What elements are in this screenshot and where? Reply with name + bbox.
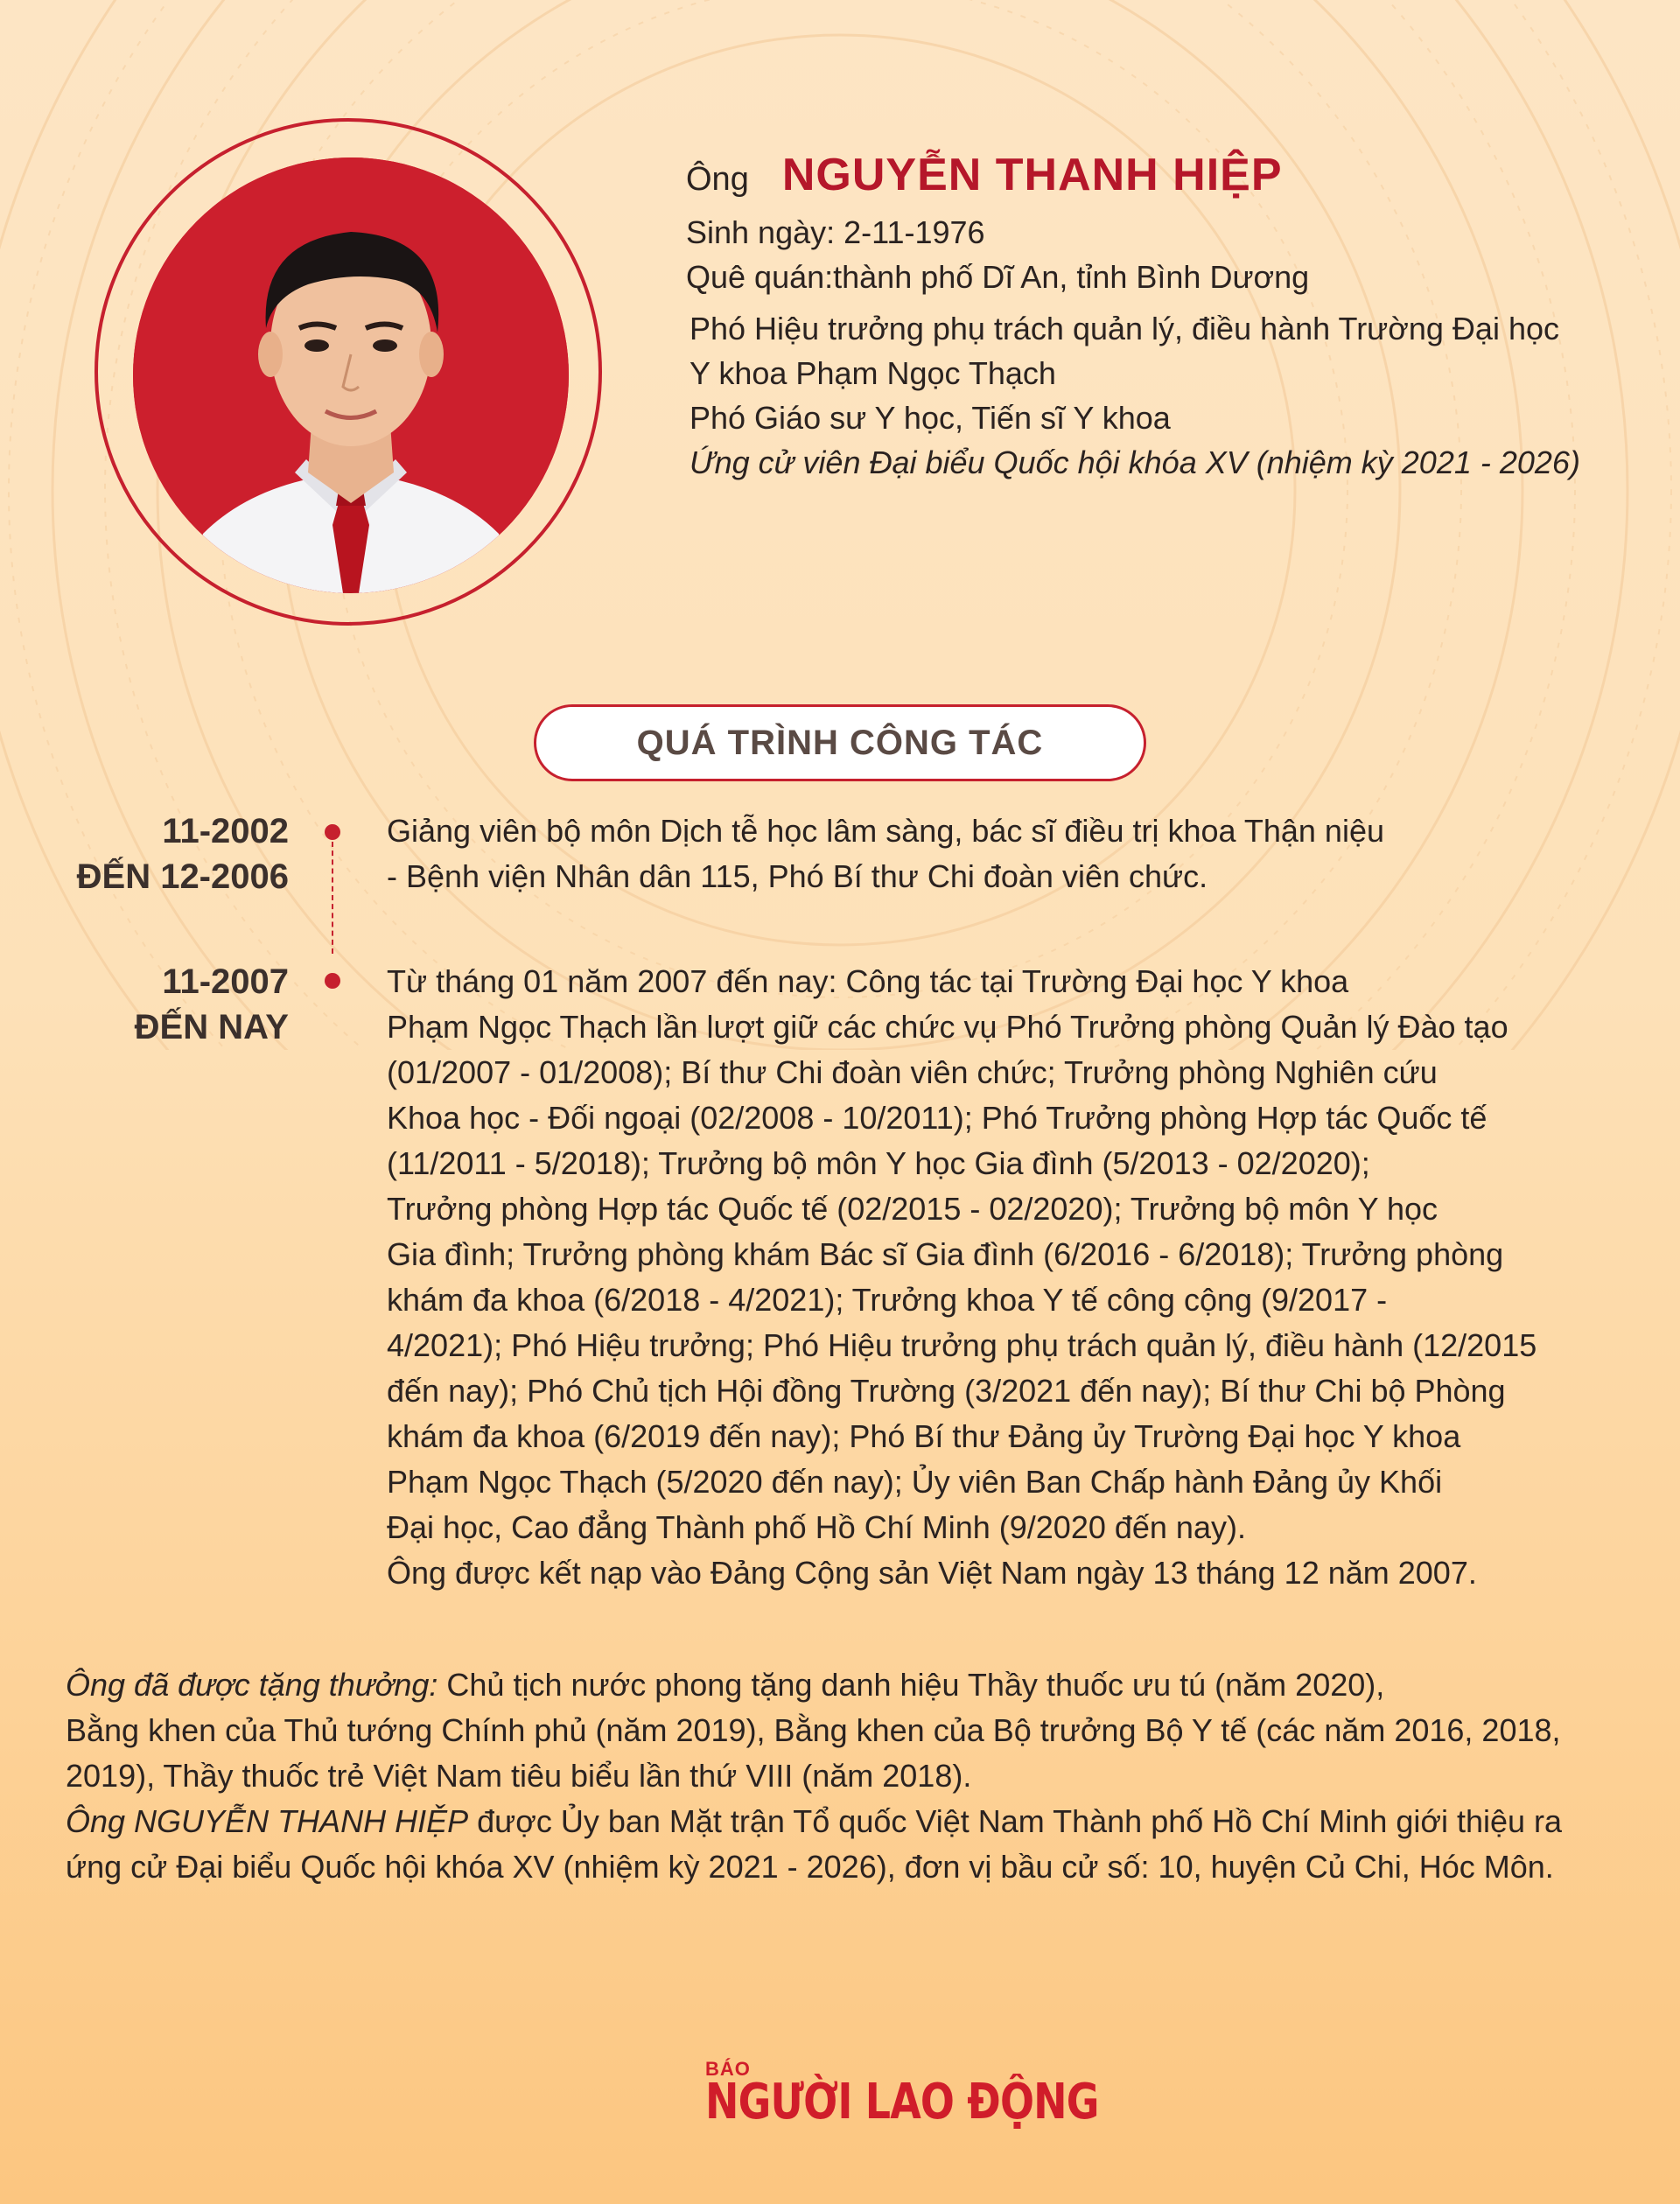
timeline-entry-2-line: Từ tháng 01 năm 2007 đến nay: Công tác tại Trường Đại học Y khoa [387, 963, 1349, 999]
awards-lead: Ông đã được tặng thưởng: [66, 1667, 438, 1703]
nomination-text: được Ủy ban Mặt trận Tổ quốc Việt Nam Thành phố Hồ Chí Minh giới thiệu ra [468, 1803, 1563, 1839]
academic-degree: Phó Giáo sư Y học, Tiến sĩ Y khoa [690, 400, 1171, 436]
timeline-date-2-start: 11-2007 [162, 962, 289, 1001]
newspaper-logo [705, 2058, 1099, 2131]
timeline-entry-2-line: Khoa học - Đối ngoại (02/2008 - 10/2011); Phó Trưởng phòng Hợp tác Quốc tế [387, 1100, 1488, 1136]
timeline-dot-2 [325, 973, 340, 989]
timeline-entry-2-line: Trưởng phòng Hợp tác Quốc tế (02/2015 - 02/2020); Trưởng bộ môn Y học [387, 1191, 1438, 1227]
timeline-entry-2-line: khám đa khoa (6/2019 đến nay); Phó Bí thư Đảng ủy Trường Đại học Y khoa [387, 1418, 1461, 1454]
profile-info [686, 149, 1648, 485]
timeline-entry-1-line: Giảng viên bộ môn Dịch tễ học lâm sàng, bác sĩ điều trị khoa Thận niệu [387, 813, 1384, 849]
timeline-entry-2-line: Phạm Ngọc Thạch lần lượt giữ các chức vụ Phó Trưởng phòng Quản lý Đào tạo [387, 1009, 1508, 1045]
position-line-2: Y khoa Phạm Ngọc Thạch [690, 355, 1056, 391]
portrait-photo [133, 157, 569, 593]
honorific: Ông [686, 161, 749, 198]
timeline-entry-1 [387, 808, 1629, 899]
timeline-date-2 [135, 959, 289, 1050]
hometown: Quê quán:thành phố Dĩ An, tỉnh Bình Dương [686, 259, 1310, 295]
candidacy: Ứng cử viên Đại biểu Quốc hội khóa XV (nhiệm kỳ 2021 - 2026) [690, 444, 1580, 480]
timeline-entry-2-line: Phạm Ngọc Thạch (5/2020 đến nay); Ủy viên Ban Chấp hành Đảng ủy Khối [387, 1464, 1443, 1500]
timeline-date-1-end: ĐẾN 12-2006 [76, 857, 289, 896]
awards-line: Bằng khen của Thủ tướng Chính phủ (năm 2019), Bằng khen của Bộ trưởng Bộ Y tế (các năm 2016, 2018, [66, 1712, 1561, 1748]
awards-paragraph [66, 1662, 1641, 1890]
timeline-connector [332, 842, 333, 954]
nomination-name: Ông NGUYỄN THANH HIỆP [66, 1803, 469, 1839]
logo-small-text: BÁO [705, 2058, 751, 2080]
nomination-line: ứng cử Đại biểu Quốc hội khóa XV (nhiệm kỳ 2021 - 2026), đơn vị bầu cử số: 10, huyện Củ Chi, Hóc Môn. [66, 1849, 1554, 1885]
timeline-entry-2 [387, 959, 1629, 1596]
timeline-entry-1-line: - Bệnh viện Nhân dân 115, Phó Bí thư Chi đoàn viên chức. [387, 858, 1208, 894]
timeline-dot-1 [325, 824, 340, 840]
awards-text: Chủ tịch nước phong tặng danh hiệu Thầy thuốc ưu tú (năm 2020), [438, 1667, 1385, 1703]
timeline-entry-2-line: (01/2007 - 01/2008); Bí thư Chi đoàn viên chức; Trưởng phòng Nghiên cứu [387, 1054, 1438, 1090]
section-title: QUÁ TRÌNH CÔNG TÁC [636, 723, 1044, 762]
awards-line [66, 1662, 1641, 1708]
awards-line: 2019), Thầy thuốc trẻ Việt Nam tiêu biểu lần thứ VIII (năm 2018). [66, 1758, 972, 1794]
person-portrait-icon [133, 157, 569, 593]
timeline-entry-2-line: đến nay); Phó Chủ tịch Hội đồng Trường (3/2021 đến nay); Bí thư Chi bộ Phòng [387, 1373, 1506, 1409]
timeline-entry-2-line: 4/2021); Phó Hiệu trưởng; Phó Hiệu trưởng phụ trách quản lý, điều hành (12/2015 [387, 1327, 1537, 1363]
section-title-pill [534, 704, 1146, 781]
timeline-date-2-end: ĐẾN NAY [134, 1008, 289, 1046]
nomination-line [66, 1799, 1641, 1844]
timeline-entry-2-line: (11/2011 - 5/2018); Trưởng bộ môn Y học Gia đình (5/2013 - 02/2020); [387, 1145, 1370, 1181]
birth-date: Sinh ngày: 2-11-1976 [686, 214, 985, 250]
position-line-1: Phó Hiệu trưởng phụ trách quản lý, điều hành Trường Đại học [690, 311, 1559, 346]
timeline-entry-2-line: Đại học, Cao đẳng Thành phố Hồ Chí Minh (9/2020 đến nay). [387, 1509, 1246, 1545]
timeline-entry-2-line: Gia đình; Trưởng phòng khám Bác sĩ Gia đình (6/2016 - 6/2018); Trưởng phòng [387, 1236, 1504, 1272]
timeline-entry-2-line: Ông được kết nạp vào Đảng Cộng sản Việt Nam ngày 13 tháng 12 năm 2007. [387, 1555, 1477, 1591]
timeline-date-1 [77, 808, 289, 899]
name-row [686, 149, 1648, 210]
candidate-name: NGUYỄN THANH HIỆP [781, 150, 1283, 200]
timeline-date-1-start: 11-2002 [162, 812, 289, 850]
timeline-entry-2-line: khám đa khoa (6/2018 - 4/2021); Trưởng khoa Y tế công cộng (9/2017 - [387, 1282, 1388, 1318]
logo-big-text: NGƯỜI LAO ĐỘNG [705, 2074, 1099, 2131]
